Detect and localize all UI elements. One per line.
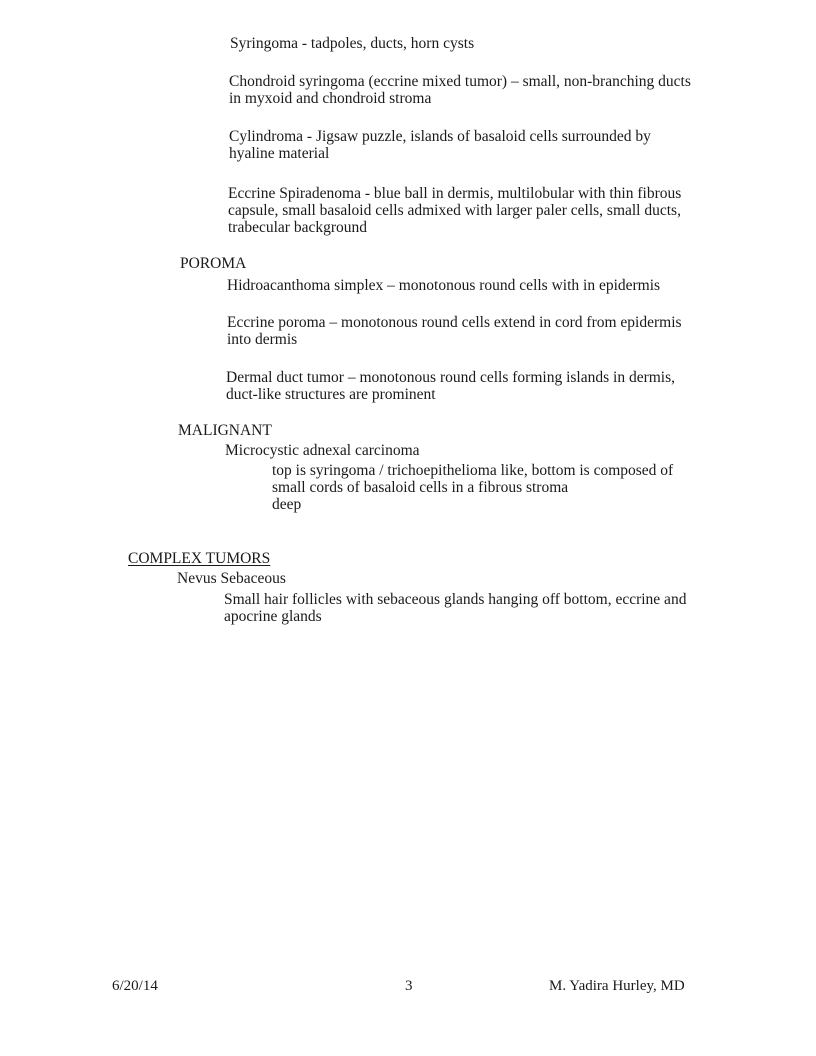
mac-title <box>225 442 420 459</box>
poroma-heading <box>180 255 246 272</box>
footer-page-number: 3 <box>405 978 413 994</box>
hidroacanthoma-entry <box>227 277 660 294</box>
mac-detail-line-3: deep <box>272 496 302 513</box>
cylindroma-line-1: Cylindroma - Jigsaw puzzle, islands of basaloid cells surrounded by <box>229 128 651 145</box>
spiradenoma-line-3: trabecular background <box>228 219 368 236</box>
footer-author: M. Yadira Hurley, MD <box>549 978 685 994</box>
cylindroma-line-2: hyaline material <box>229 145 330 162</box>
nevus-sebaceous-title <box>177 570 286 587</box>
dermal-duct-line-2: duct-like structures are prominent <box>226 386 436 403</box>
chondroid-syringoma-entry <box>229 73 691 107</box>
nevus-detail-line-1: Small hair follicles with sebaceous glands hanging off bottom, eccrine and <box>224 591 687 608</box>
chondroid-syringoma-line-1: Chondroid syringoma (eccrine mixed tumor) – small, non-branching ducts <box>229 73 691 90</box>
malignant-heading <box>178 422 272 439</box>
eccrine-poroma-line-1: Eccrine poroma – monotonous round cells extend in cord from epidermis <box>227 314 682 331</box>
cylindroma-entry <box>229 128 651 162</box>
syringoma-text: Syringoma - tadpoles, ducts, horn cysts <box>230 35 475 52</box>
spiradenoma-line-1: Eccrine Spiradenoma - blue ball in dermis, multilobular with thin fibrous <box>228 185 682 202</box>
footer-date: 6/20/14 <box>112 978 158 994</box>
nevus-sebaceous-title-text: Nevus Sebaceous <box>177 570 286 587</box>
nevus-detail-line-2: apocrine glands <box>224 608 322 625</box>
mac-title-text: Microcystic adnexal carcinoma <box>225 442 420 459</box>
spiradenoma-entry <box>228 185 681 236</box>
complex-tumors-heading-text: COMPLEX TUMORS <box>128 550 271 567</box>
chondroid-syringoma-line-2: in myxoid and chondroid stroma <box>229 90 432 107</box>
mac-detail <box>272 462 673 513</box>
spiradenoma-line-2: capsule, small basaloid cells admixed with larger paler cells, small ducts, <box>228 202 681 219</box>
dermal-duct-line-1: Dermal duct tumor – monotonous round cells forming islands in dermis, <box>226 369 676 386</box>
nevus-sebaceous-detail <box>224 591 686 625</box>
eccrine-poroma-entry <box>227 314 682 348</box>
mac-detail-line-2: small cords of basaloid cells in a fibrous stroma <box>272 479 569 496</box>
syringoma-entry <box>230 35 474 52</box>
hidroacanthoma-text: Hidroacanthoma simplex – monotonous round cells with in epidermis <box>227 277 661 294</box>
complex-tumors-heading <box>128 550 270 567</box>
malignant-heading-text: MALIGNANT <box>178 422 272 439</box>
poroma-heading-text: POROMA <box>180 255 247 272</box>
mac-detail-line-1: top is syringoma / trichoepithelioma like, bottom is composed of <box>272 462 674 479</box>
dermal-duct-tumor-entry <box>226 369 675 403</box>
eccrine-poroma-line-2: into dermis <box>227 331 298 348</box>
